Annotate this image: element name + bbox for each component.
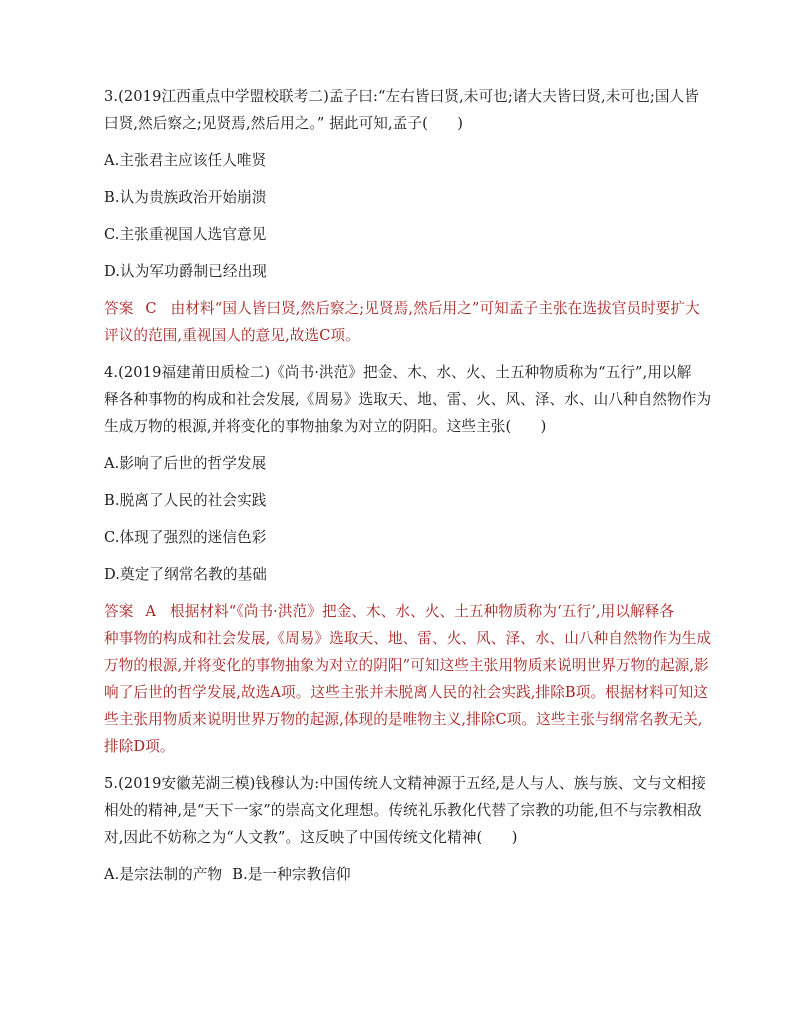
answer-key: C — [145, 300, 157, 317]
answer-line: 响了后世的哲学发展,故选A项。这些主张并未脱离人民的社会实践,排除B项。根据材料可知这 — [104, 684, 709, 701]
answer-line: 万物的根源,并将变化的事物抽象为对立的阴阳”可知这些主张用物质来说明世界万物的起源,影 — [104, 657, 709, 674]
question-3-option-b: B.认为贵族政治开始崩溃 — [104, 189, 267, 206]
question-line: 生成万物的根源,并将变化的事物抽象为对立的阴阳。这些主张( ) — [104, 418, 547, 435]
question-line: 对,因此不妨称之为“人文教”。这反映了中国传统文化精神( ) — [104, 829, 518, 846]
answer-line: 些主张用物质来说明世界万物的起源,体现的是唯物主义,排除C项。这些主张与纲常名教无关, — [104, 711, 703, 728]
answer-key: A — [145, 603, 157, 620]
answer-text: 根据材料“《尚书·洪范》把金、木、水、火、土五种物质称为‘五行’,用以解释各 — [170, 603, 675, 620]
answer-line — [104, 598, 702, 625]
question-3-option-c: C.主张重视国人选官意见 — [104, 226, 267, 243]
question-4-option-a: A.影响了后世的哲学发展 — [104, 455, 267, 472]
answer-label: 答案 — [104, 300, 134, 317]
question-3-answer — [104, 295, 702, 349]
question-3-option-a: A.主张君主应该任人唯贤 — [104, 152, 267, 169]
question-4-stem — [104, 359, 712, 440]
question-5-option-b: B.是一种宗教信仰 — [232, 866, 351, 883]
answer-line: 排除D项。 — [104, 738, 175, 755]
question-line: 3.(2019江西重点中学盟校联考二)孟子曰:“左右皆曰贤,未可也;诸大夫皆曰贤,未可也;国人皆 — [104, 88, 699, 105]
question-3-stem — [104, 83, 702, 137]
answer-line: 评议的范围,重视国人的意见,故选C项。 — [104, 327, 360, 344]
question-line: 相处的精神,是“天下一家”的崇高文化理想。传统礼乐教化代替了宗教的功能,但不与宗教相敌 — [104, 802, 702, 819]
question-5-options-row — [104, 861, 702, 888]
question-3-option-d: D.认为军功爵制已经出现 — [104, 263, 267, 280]
question-line: 释各种事物的构成和社会发展,《周易》选取天、地、雷、火、风、泽、水、山八种自然物作为 — [104, 391, 712, 408]
question-line: 5.(2019安徽芜湖三模)钱穆认为:中国传统人文精神源于五经,是人与人、族与族、文与文相接 — [104, 775, 706, 792]
answer-label: 答案 — [104, 603, 134, 620]
answer-line — [104, 295, 702, 322]
question-line: 4.(2019福建莆田质检二)《尚书·洪范》把金、木、水、火、土五种物质称为“五行”,用以解 — [104, 364, 692, 381]
question-4-answer — [104, 598, 712, 760]
question-line: 曰贤,然后察之;见贤焉,然后用之。” 据此可知,孟子( ) — [104, 115, 464, 132]
question-4-option-c: C.体现了强烈的迷信色彩 — [104, 529, 267, 546]
question-5-option-a: A.是宗法制的产物 — [104, 866, 223, 883]
question-4-option-d: D.奠定了纲常名教的基础 — [104, 566, 267, 583]
answer-line: 种事物的构成和社会发展,《周易》选取天、地、雷、火、风、泽、水、山八种自然物作为生成 — [104, 630, 712, 647]
question-5-stem — [104, 770, 706, 851]
document-content — [104, 83, 712, 898]
answer-text: 由材料“国人皆曰贤,然后察之;见贤焉,然后用之”可知孟子主张在选拔官员时要扩大 — [170, 300, 700, 317]
question-4-option-b: B.脱离了人民的社会实践 — [104, 492, 267, 509]
